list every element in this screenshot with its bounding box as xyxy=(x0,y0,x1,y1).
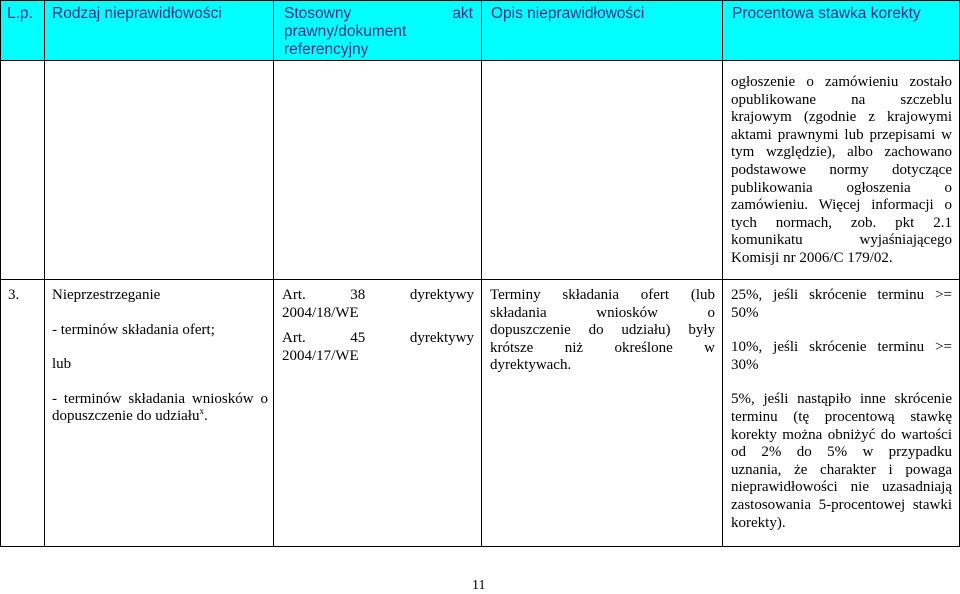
row3-stawka xyxy=(731,287,952,532)
continuation-text xyxy=(731,74,952,268)
row3-opis-line: dopuszczenie do udziału) były xyxy=(490,322,715,339)
row3-stawka2-line2: 30% xyxy=(731,356,759,373)
row3-stawka3-line: od 2% do 5% w przypadku xyxy=(731,444,952,461)
col-divider-2 xyxy=(273,0,274,547)
row3-opis-line: składania wniosków o xyxy=(490,304,715,321)
continuation-line: zamówieniu. Więcej informacji o xyxy=(731,197,952,214)
header-stawka xyxy=(723,0,960,60)
col-divider-3 xyxy=(481,0,482,547)
continuation-line: aktami prawnymi lub przepisami w xyxy=(731,126,952,143)
row3-stawka3-line: zastosowania 5-procentowej stawki xyxy=(731,496,952,513)
header-lp xyxy=(0,0,44,60)
row3-sub2-line1: - terminów składania wniosków o xyxy=(52,390,268,407)
row3-stawka2-line1: 10%, jeśli skrócenie terminu >= xyxy=(731,339,952,356)
row3-lp: 3. xyxy=(8,287,20,303)
row3-stawka3-line: korekty). xyxy=(731,514,786,531)
row3-akt1-line2: 2004/18/WE xyxy=(282,304,359,321)
row3-stawka3-line: nieprawidłowości nie uzasadniają xyxy=(731,479,952,496)
row3-akt xyxy=(282,287,474,365)
footnote-marker: x xyxy=(199,406,204,417)
row3-stawka1-line1: 25%, jeśli skrócenie terminu >= xyxy=(731,287,952,303)
continuation-line: Komisji nr 2006/C 179/02. xyxy=(731,249,893,266)
row3-title: Nieprzestrzeganie xyxy=(52,287,161,303)
header-opis-label: Opis nieprawidłowości xyxy=(491,5,645,22)
continuation-line: opublikowane na szczeblu xyxy=(731,91,952,108)
header-akt xyxy=(274,0,481,60)
continuation-line: podstawowe normy dotyczące xyxy=(731,161,952,178)
header-lp-label: L.p. xyxy=(7,5,33,22)
continuation-line: tym względzie), albo zachowano xyxy=(731,144,952,161)
col-divider-4 xyxy=(722,0,723,547)
continuation-line: tych normach, zob. pkt 2.1 xyxy=(731,214,952,231)
row3-opis-line: Terminy składania ofert (lub xyxy=(490,287,715,303)
row3-rodzaj xyxy=(52,287,268,426)
continuation-line: publikowania ogłoszenia o xyxy=(731,179,952,196)
row3-opis-line: dyrektywach. xyxy=(490,357,572,374)
row3-akt2-line2: 2004/17/WE xyxy=(282,347,359,364)
row3-stawka3-line: uznania, że charakter i powaga xyxy=(731,461,952,478)
row-divider-top xyxy=(0,0,960,1)
header-rodzaj xyxy=(45,0,273,60)
row3-akt2-line1: Art. 45 dyrektywy xyxy=(282,330,474,347)
header-rodzaj-label: Rodzaj nieprawidłowości xyxy=(52,5,222,22)
header-stawka-label: Procentowa stawka korekty xyxy=(732,5,921,22)
col-divider-1 xyxy=(44,0,45,547)
row-divider-header xyxy=(0,60,960,61)
row3-sub2-line2: dopuszczenie do udziału$^x$. xyxy=(52,406,208,425)
row3-stawka3-line: 5%, jeśli nastąpiło inne skrócenie xyxy=(731,391,952,408)
row-divider-3 xyxy=(0,279,960,280)
row3-opis-line: krótsze niż określone w xyxy=(490,339,715,356)
continuation-line: komunikatu wyjaśniającego xyxy=(731,232,952,249)
continuation-line: krajowym (zgodnie z krajowymi xyxy=(731,109,952,126)
row3-stawka1-line2: 50% xyxy=(731,304,759,321)
row3-stawka3-line: korekty można obniżyć do wartości xyxy=(731,426,952,443)
row3-akt1-line1: Art. 38 dyrektywy xyxy=(282,287,474,303)
row3-opis xyxy=(490,287,715,375)
header-opis xyxy=(482,0,722,60)
row-divider-bottom xyxy=(0,546,960,547)
header-akt-line2: prawny/dokument xyxy=(284,23,407,40)
row3-sub1: - terminów składania ofert; xyxy=(52,321,215,338)
row3-lub: lub xyxy=(52,356,72,373)
row3-stawka3-line: terminu (tę procentową stawkę xyxy=(731,408,952,425)
header-akt-line1: Stosowny xyxy=(284,5,352,22)
col-divider-0 xyxy=(0,0,1,547)
header-akt-line3: referencyjny xyxy=(284,41,369,58)
page-number: 11 xyxy=(472,578,486,593)
header-akt-word: akt xyxy=(452,5,473,22)
continuation-line: ogłoszenie o zamówieniu zostało xyxy=(731,74,952,90)
